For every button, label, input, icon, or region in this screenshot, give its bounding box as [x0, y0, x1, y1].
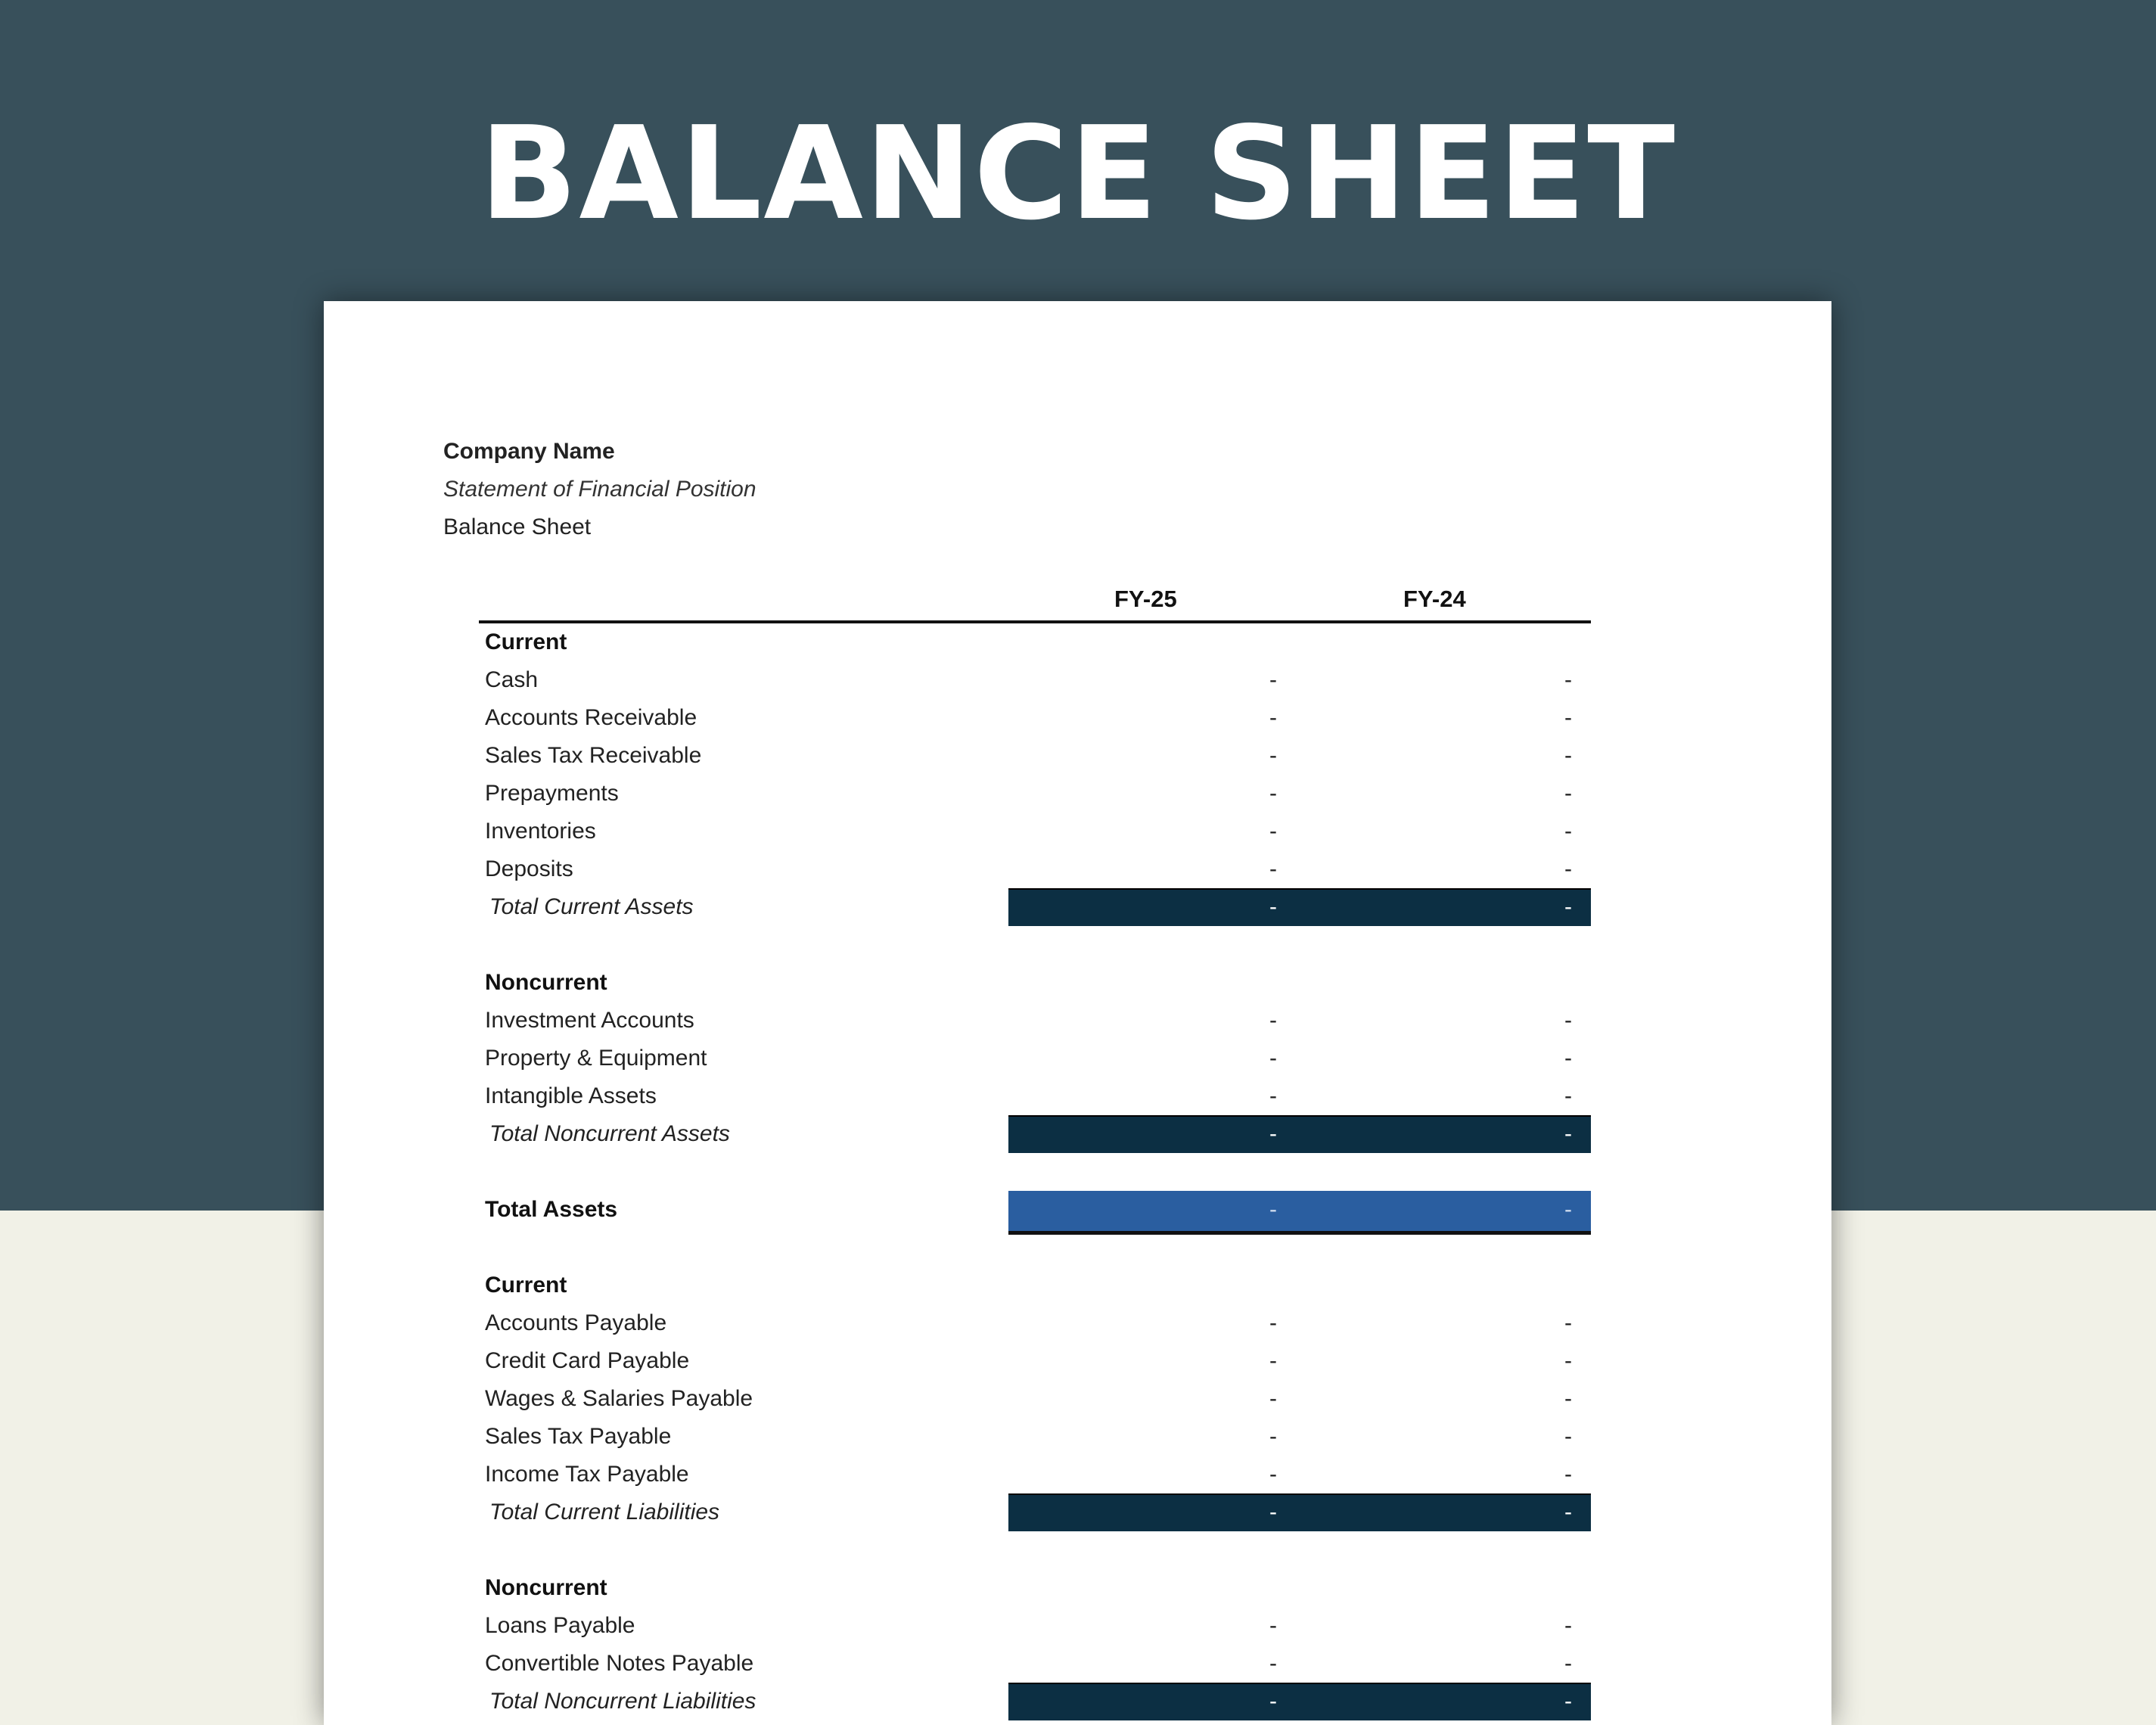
subtotal-value-fy24: - [1564, 1689, 1572, 1714]
row-label: Convertible Notes Payable [485, 1651, 754, 1676]
row-value-fy24: - [1564, 781, 1572, 806]
row-value-fy24: - [1564, 1310, 1572, 1335]
table-row [479, 737, 1591, 775]
row-value-fy25: - [1269, 1310, 1277, 1335]
subtotal-label: Total Noncurrent Liabilities [489, 1689, 756, 1714]
column-header-fy25: FY-25 [1114, 586, 1177, 612]
row-label: Deposits [485, 856, 573, 881]
subtotal-value-fy24: - [1564, 1121, 1572, 1146]
row-value-fy24: - [1564, 1424, 1572, 1449]
row-value-fy24: - [1564, 856, 1572, 881]
section-heading-label: Current [485, 629, 567, 654]
section-heading-label: Current [485, 1273, 567, 1298]
row-value-fy25: - [1269, 819, 1277, 844]
row-value-fy25: - [1269, 1046, 1277, 1071]
grand-total-row [479, 1191, 1591, 1229]
table-row [479, 1418, 1591, 1456]
section-heading [479, 964, 1591, 1002]
subtotal-value-fy25: - [1269, 1500, 1277, 1525]
subtotal-label: Total Current Liabilities [489, 1500, 720, 1525]
subtotal-bar [1008, 1493, 1591, 1531]
table-row [479, 1607, 1591, 1645]
row-value-fy25: - [1269, 856, 1277, 881]
row-label: Sales Tax Receivable [485, 743, 702, 768]
balance-sheet-document [324, 301, 1831, 1725]
grand-total-bar [1008, 1191, 1591, 1235]
row-value-fy24: - [1564, 667, 1572, 692]
grand-total-value-fy25: - [1269, 1197, 1277, 1222]
grand-total-value-fy24: - [1564, 1197, 1572, 1222]
row-label: Income Tax Payable [485, 1462, 689, 1487]
row-value-fy25: - [1269, 1462, 1277, 1487]
company-name: Company Name [443, 439, 615, 464]
row-label: Sales Tax Payable [485, 1424, 672, 1449]
row-value-fy25: - [1269, 1386, 1277, 1411]
row-value-fy25: - [1269, 743, 1277, 768]
table-row [479, 1342, 1591, 1380]
subtotal-bar [1008, 1115, 1591, 1153]
row-spacer [479, 1531, 1591, 1569]
row-value-fy25: - [1269, 1348, 1277, 1373]
row-label: Property & Equipment [485, 1046, 707, 1071]
row-value-fy25: - [1269, 1424, 1277, 1449]
row-value-fy24: - [1564, 1008, 1572, 1033]
table-row [479, 813, 1591, 850]
row-value-fy25: - [1269, 667, 1277, 692]
table-row [479, 1304, 1591, 1342]
row-value-fy25: - [1269, 1651, 1277, 1676]
table-row [479, 699, 1591, 737]
row-value-fy24: - [1564, 1046, 1572, 1071]
row-label: Loans Payable [485, 1613, 635, 1638]
sheet-header [443, 433, 756, 546]
table-row [479, 775, 1591, 813]
banner-title: BALANCE SHEET [479, 99, 1677, 249]
document-type: Balance Sheet [443, 514, 592, 539]
row-label: Accounts Receivable [485, 705, 697, 730]
subtotal-value-fy25: - [1269, 1121, 1277, 1146]
balance-sheet-table [479, 581, 1591, 1720]
subtotal-value-fy25: - [1269, 1689, 1277, 1714]
row-value-fy24: - [1564, 1613, 1572, 1638]
table-row [479, 850, 1591, 888]
row-value-fy24: - [1564, 1348, 1572, 1373]
section-heading [479, 1569, 1591, 1607]
table-row [479, 661, 1591, 699]
subtotal-value-fy24: - [1564, 1500, 1572, 1525]
statement-title: Statement of Financial Position [443, 477, 756, 502]
grand-total-label: Total Assets [485, 1197, 618, 1222]
row-value-fy24: - [1564, 1651, 1572, 1676]
subtotal-row [479, 1683, 1591, 1720]
subtotal-label: Total Noncurrent Assets [489, 1121, 730, 1146]
table-row [479, 1040, 1591, 1077]
table-row [479, 1380, 1591, 1418]
row-value-fy24: - [1564, 819, 1572, 844]
row-value-fy24: - [1564, 743, 1572, 768]
row-label: Intangible Assets [485, 1083, 657, 1108]
subtotal-row [479, 888, 1591, 926]
row-value-fy24: - [1564, 705, 1572, 730]
subtotal-bar [1008, 888, 1591, 926]
table-row [479, 1077, 1591, 1115]
row-value-fy25: - [1269, 1008, 1277, 1033]
table-row [479, 1002, 1591, 1040]
row-label: Investment Accounts [485, 1008, 694, 1033]
section-heading-label: Noncurrent [485, 1575, 607, 1600]
row-value-fy25: - [1269, 705, 1277, 730]
subtotal-bar [1008, 1683, 1591, 1720]
row-spacer [479, 1153, 1591, 1191]
subtotal-value-fy24: - [1564, 894, 1572, 919]
row-value-fy24: - [1564, 1083, 1572, 1108]
row-spacer [479, 926, 1591, 964]
section-heading-label: Noncurrent [485, 970, 607, 995]
section-heading [479, 1267, 1591, 1304]
subtotal-label: Total Current Assets [489, 894, 694, 919]
row-label: Inventories [485, 819, 596, 844]
row-value-fy24: - [1564, 1462, 1572, 1487]
row-label: Accounts Payable [485, 1310, 667, 1335]
row-value-fy25: - [1269, 1613, 1277, 1638]
row-value-fy25: - [1269, 781, 1277, 806]
row-label: Cash [485, 667, 539, 692]
section-heading [479, 623, 1591, 661]
subtotal-row [479, 1493, 1591, 1531]
row-label: Prepayments [485, 781, 619, 806]
row-value-fy25: - [1269, 1083, 1277, 1108]
table-row [479, 1645, 1591, 1683]
subtotal-value-fy25: - [1269, 894, 1277, 919]
row-label: Credit Card Payable [485, 1348, 690, 1373]
column-header-fy24: FY-24 [1403, 586, 1466, 612]
row-value-fy24: - [1564, 1386, 1572, 1411]
subtotal-row [479, 1115, 1591, 1153]
column-header-row [479, 581, 1591, 623]
row-label: Wages & Salaries Payable [485, 1386, 753, 1411]
table-row [479, 1456, 1591, 1493]
